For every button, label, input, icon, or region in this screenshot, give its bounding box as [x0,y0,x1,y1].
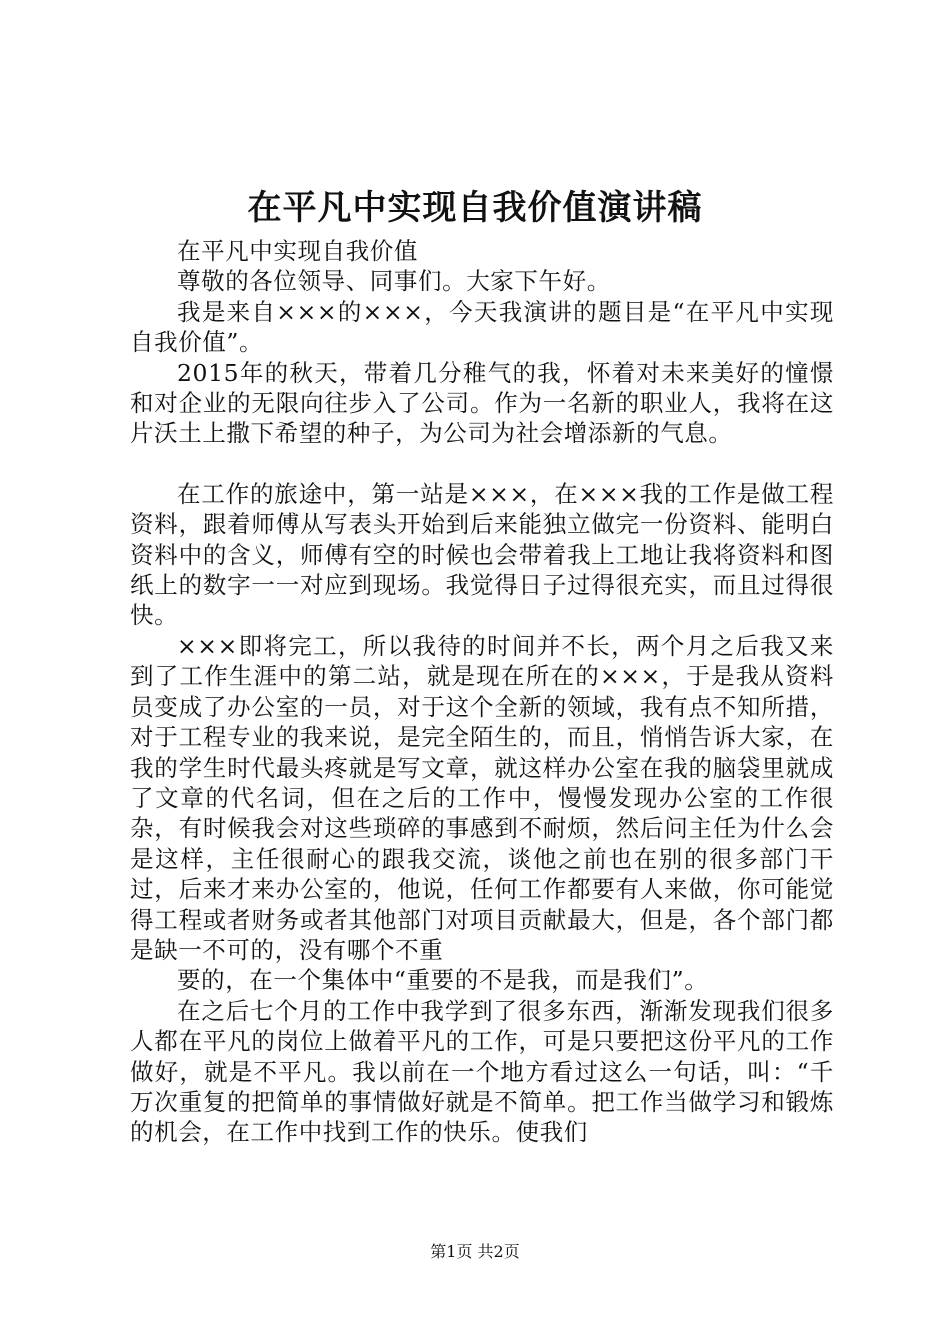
page-number-footer: 第1页 共2页 [430,1242,520,1261]
paragraph-introduction: 我是来自×××的×××，今天我演讲的题目是“在平凡中实现自我价值”。 [130,297,834,357]
paragraph-subtitle: 在平凡中实现自我价值 [177,237,418,265]
paragraph-first-station: 在工作的旅途中，第一站是×××，在×××我的工作是做工程资料，跟着师傅从写表头开始到后来能独立做完一份资料、能明白资料中的含义，师傅有空的时候也会带着我上工地让我将资料和图纸上的数字一一对应到现场。我觉得日子过得很充实，而且过得很快。 [130,479,834,630]
document-title: 在平凡中实现自我价值演讲稿 [247,188,703,228]
paragraph-joining-company: 2015年的秋天，带着几分稚气的我，怀着对未来美好的憧憬和对企业的无限向往步入了公司。作为一名新的职业人，我将在这片沃土上撒下希望的种子，为公司为社会增添新的气息。 [130,358,834,448]
paragraph-second-station: ×××即将完工，所以我待的时间并不长，两个月之后我又来到了工作生涯中的第二站，就是现在所在的×××，于是我从资料员变成了办公室的一员，对于这个全新的领域，我有点不知所措，对于工程专业的我来说，是完全陌生的，而且，悄悄告诉大家，在我的学生时代最头疼就是写文章，就这样办公室在我的脑袋里就成了文章的代名词，但在之后的工作中，慢慢发现办公室的工作很杂，有时候我会对这些琐碎的事感到不耐烦，然后问主任为什么会是这样，主任很耐心的跟我交流，谈他之前也在别的很多部门干过，后来才来办公室的，他说，任何工作都要有人来做，你可能觉得工程或者财务或者其他部门对项目贡献最大，但是，各个部门都是缺一不可的，没有哪个不重 [130,631,834,964]
document-body [130,236,834,1148]
paragraph-greeting: 尊敬的各位领导、同事们。大家下午好。 [177,267,611,296]
paragraph-ordinary-work: 在之后七个月的工作中我学到了很多东西，渐渐发现我们很多人都在平凡的岗位上做着平凡的工作，可是只要把这份平凡的工作做好，就是不平凡。我以前在一个地方看过这么一句话，叫：“千万次重复的把简单的事情做好就是不简单。把工作当做学习和锻炼的机会，在工作中找到工作的快乐。使我们 [130,996,834,1147]
paragraph-team-importance: 要的，在一个集体中“重要的不是我，而是我们”。 [177,966,709,995]
